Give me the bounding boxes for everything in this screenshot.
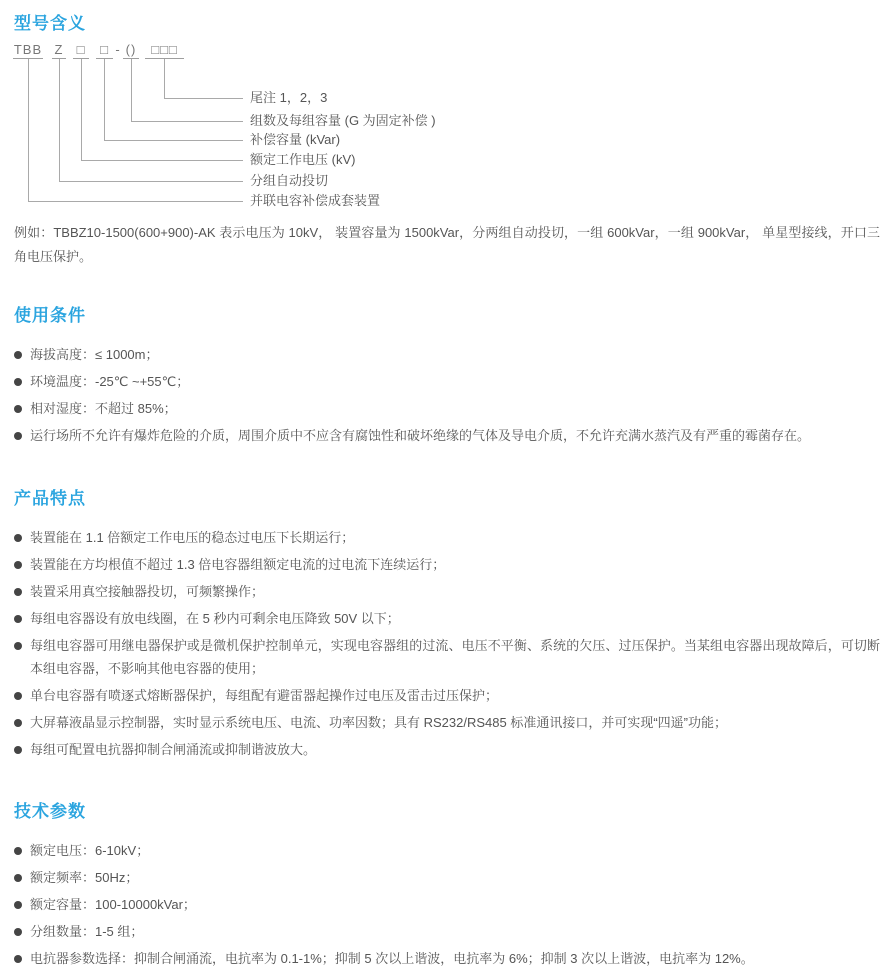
- connector-line: [131, 121, 243, 122]
- model-token-box3: □□□: [145, 42, 184, 59]
- list-item-text: 每组电容器设有放电线圈，在 5 秒内可剩余电压降致 50V 以下；: [30, 611, 400, 626]
- bullet-icon: [14, 615, 22, 623]
- list-item-text: 每组电容器可用继电器保护或是微机保护控制单元，实现电容器组的过流、电压不平衡、系统的欠压、过压保护。当某组电容器出现故障后，可切断本组电容器，不影响其他电容器的使用；: [30, 638, 880, 676]
- list-item: [14, 893, 880, 916]
- list-item: [14, 920, 880, 943]
- diagram-label-voltage: 额定工作电压 (kV): [250, 152, 356, 167]
- diagram-label-groups: 组数及每组容量 (G 为固定补偿 ): [250, 113, 436, 128]
- bullet-icon: [14, 642, 22, 650]
- bullet-icon: [14, 719, 22, 727]
- list-item-text: 海拔高度：≤ 1000m；: [30, 347, 159, 362]
- bullet-icon: [14, 351, 22, 359]
- bullet-icon: [14, 955, 22, 963]
- list-item-text: 每组可配置电抗器抑制合闸涌流或抑制谐波放大。: [30, 742, 317, 757]
- list-item: [14, 839, 880, 862]
- bullet-icon: [14, 405, 22, 413]
- list-item: [14, 370, 880, 393]
- model-token-box2: □: [96, 42, 113, 59]
- bullet-icon: [14, 588, 22, 596]
- connector-line: [164, 98, 243, 99]
- diagram-label-switching: 分组自动投切: [250, 173, 329, 188]
- connector-line: [59, 181, 243, 182]
- bullet-icon: [14, 692, 22, 700]
- usage-conditions-section: [14, 301, 880, 451]
- bullet-icon: [14, 901, 22, 909]
- connector-line: [28, 201, 243, 202]
- model-token-tbb: TBB: [13, 42, 43, 57]
- list-item-text: 装置能在方均根值不超过 1.3 倍电容器组额定电流的过电流下连续运行；: [30, 557, 446, 572]
- model-token-box1: □: [73, 42, 89, 59]
- connector-line: [104, 140, 243, 141]
- list-item: [14, 343, 880, 366]
- connector-line: [104, 59, 105, 140]
- list-item: [14, 553, 880, 576]
- product-features-section: [14, 484, 880, 765]
- list-item: [14, 424, 880, 447]
- section-title-parameters: 技术参数: [14, 802, 86, 821]
- model-token-z: Z: [52, 42, 66, 59]
- bullet-icon: [14, 534, 22, 542]
- connector-line: [81, 160, 243, 161]
- diagram-label-suffix: 尾注 1，2，3: [250, 90, 328, 105]
- model-example-text: 例如：TBBZ10-1500(600+900)-AK 表示电压为 10kV， 装置容量为 1500kVar，分两组自动投切，一组 600kVar，一组 900kVar， 单星型接线，开口三角电压保护。: [14, 225, 880, 264]
- section-title-features: 产品特点: [14, 489, 86, 508]
- list-item: [14, 947, 880, 970]
- list-item-text: 额定电压：6-10kV；: [30, 843, 150, 858]
- bullet-icon: [14, 746, 22, 754]
- list-item-text: 额定频率：50Hz；: [30, 870, 139, 885]
- bullet-icon: [14, 561, 22, 569]
- section-title-model: 型号含义: [14, 14, 86, 33]
- connector-line: [81, 59, 82, 160]
- list-item-text: 环境温度：-25℃ ~+55℃；: [30, 374, 190, 389]
- diagram-label-capacity: 补偿容量 (kVar): [250, 132, 341, 147]
- connector-line: [28, 59, 29, 201]
- list-item-text: 电抗器参数选择：抑制合闸涌流，电抗率为 0.1-1%；抑制 5 次以上谐波，电抗率为 6%；抑制 3 次以上谐波，电抗率为 12%。: [30, 951, 754, 966]
- usage-list: [14, 343, 880, 447]
- list-item: [14, 634, 880, 680]
- features-list: [14, 526, 880, 761]
- list-item: [14, 738, 880, 761]
- list-item-text: 装置能在 1.1 倍额定工作电压的稳态过电压下长期运行；: [30, 530, 355, 545]
- list-item-text: 分组数量：1-5 组；: [30, 924, 144, 939]
- section-title-usage: 使用条件: [14, 306, 86, 325]
- connector-line: [131, 59, 132, 121]
- bullet-icon: [14, 432, 22, 440]
- bullet-icon: [14, 378, 22, 386]
- list-item: [14, 684, 880, 707]
- model-token-hyphen: -: [115, 42, 121, 57]
- list-item: [14, 526, 880, 549]
- list-item-text: 相对湿度：不超过 85%；: [30, 401, 177, 416]
- list-item: [14, 607, 880, 630]
- list-item: [14, 711, 880, 734]
- list-item-text: 额定容量：100-10000kVar；: [30, 897, 196, 912]
- list-item: [14, 397, 880, 420]
- connector-line: [59, 59, 60, 181]
- diagram-label-device-type: 并联电容补偿成套装置: [250, 193, 381, 208]
- list-item: [14, 580, 880, 603]
- bullet-icon: [14, 874, 22, 882]
- bullet-icon: [14, 928, 22, 936]
- list-item-text: 大屏幕液晶显示控制器，实时显示系统电压、电流、功率因数；具有 RS232/RS485 标准通讯接口，并可实现“四遥”功能；: [30, 715, 727, 730]
- model-token-parens: (): [123, 42, 139, 59]
- list-item-text: 单台电容器有喷逐式熔断器保护，每组配有避雷器起操作过电压及雷击过压保护；: [30, 688, 499, 703]
- model-code-diagram: [0, 0, 891, 216]
- list-item-text: 运行场所不允许有爆炸危险的介质，周围介质中不应含有腐蚀性和破坏绝缘的气体及导电介质，不允许充满水蒸汽及有严重的霉菌存在。: [30, 428, 811, 443]
- parameters-list: [14, 839, 880, 970]
- list-item-text: 装置采用真空接触器投切，可频繁操作；: [30, 584, 265, 599]
- bullet-icon: [14, 847, 22, 855]
- technical-parameters-section: [14, 797, 880, 974]
- connector-line: [164, 59, 165, 98]
- list-item: [14, 866, 880, 889]
